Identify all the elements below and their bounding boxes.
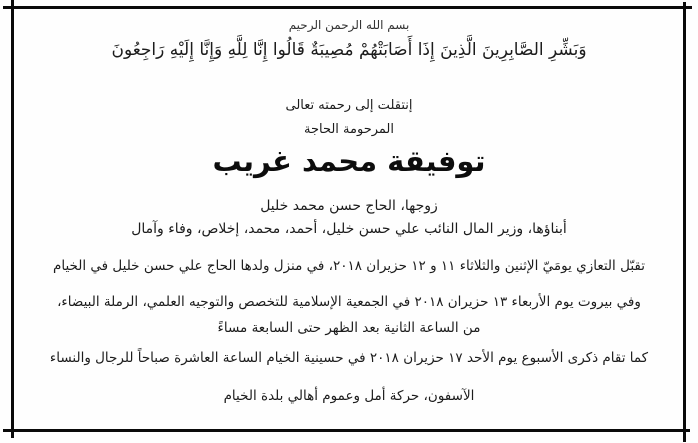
basmala-text: بسم الله الرحمن الرحيم [288, 18, 410, 32]
quran-verse-text: وَبَشِّرِ الصَّابِرِينَ الَّذِينَ إِذَا أَصَابَتْهُمْ مُصِيبَةٌ قَالُوا إِنَّا لِلَّهِ وَإِنَّا إِلَيْهِ رَاجِعُونَ [111, 40, 587, 60]
frame-border-left [11, 0, 14, 438]
intro-line: إنتقلت إلى رحمته تعالى [285, 98, 413, 113]
frame-border-right [683, 2, 686, 442]
frame-border-top [3, 6, 692, 9]
mourners-line: الآسفون، حركة أمل وعموم أهالي بلدة الخيام [223, 388, 475, 404]
frame-border-bottom [3, 429, 690, 432]
condolences-beirut-line: وفي بيروت يوم الأربعاء ١٣ حزيران ٢٠١٨ في الجمعية الإسلامية للتخصص والتوجيه العلمي، الرملة البيضاء، [57, 294, 641, 310]
condolences-khiam-line: تقبّل التعازي يومَيّ الإثنين والثلاثاء ١١ و ١٢ حزيران ٢٠١٨، في منزل ولدها الحاج علي حسن خليل في الخيام [53, 258, 645, 274]
children-line: أبناؤها، وزير المال النائب علي حسن خليل، أحمد، محمد، إخلاص، وفاء وآمال [131, 221, 567, 237]
husband-line: زوجها، الحاج حسن محمد خليل [260, 198, 438, 214]
memorial-week-line: كما تقام ذكرى الأسبوع يوم الأحد ١٧ حزيران ٢٠١٨ في حسينية الخيام الساعة العاشرة صباحاً للرجال والنساء [49, 350, 649, 366]
condolences-hours-line: من الساعة الثانية بعد الظهر حتى السابعة مساءً [217, 320, 481, 336]
honorific-line: المرحومة الحاجة [303, 122, 394, 137]
deceased-name: توفيقة محمد غريب [212, 144, 486, 178]
